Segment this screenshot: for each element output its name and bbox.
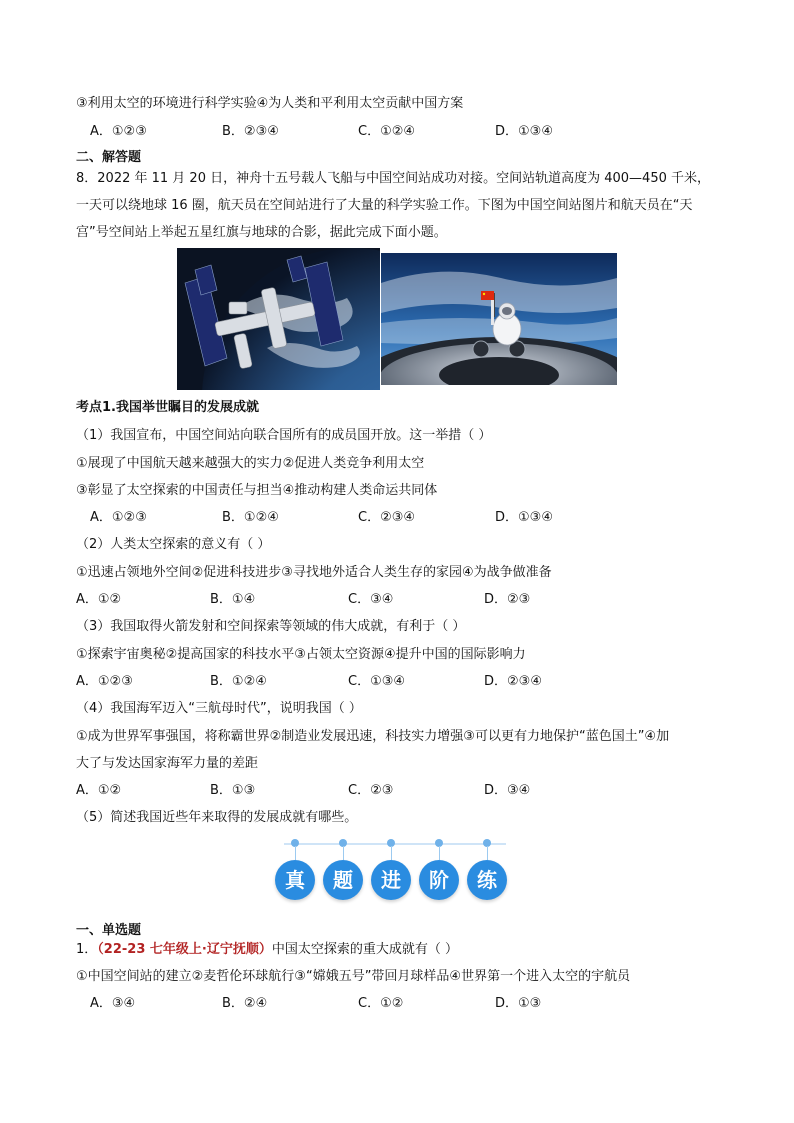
q8-intro-line1: 8．2022 年 11 月 20 日，神舟十五号载人飞船与中国空间站成功对接。空间站轨道高度为 400—450 千米， — [76, 171, 710, 186]
q1-option-c[interactable]: C．①② — [358, 996, 404, 1011]
banner-stem — [343, 846, 344, 860]
q7-option-a[interactable]: A．①②③ — [90, 124, 147, 139]
q7-option-d[interactable]: D．①③④ — [495, 124, 553, 139]
q1-stem: 中国太空探索的重大成就有（ ） — [271, 942, 458, 957]
practice-banner — [270, 838, 520, 908]
sub1-statement-2: ③彰显了太空探索的中国责任与担当④推动构建人类命运共同体 — [76, 483, 438, 498]
sub4-statement-2: 大了与发达国家海军力量的差距 — [76, 756, 259, 771]
space-station-image — [177, 248, 380, 390]
q1-stem-line — [76, 941, 458, 959]
sub1-option-c[interactable]: C．②③④ — [358, 510, 416, 525]
sub4-option-b[interactable]: B．①③ — [210, 783, 256, 798]
banner-char-2: 题 — [323, 860, 363, 900]
sub3-option-a[interactable]: A．①②③ — [76, 674, 133, 689]
banner-char-4: 阶 — [419, 860, 459, 900]
sub3-option-b[interactable]: B．①②④ — [210, 674, 267, 689]
sub1-stem: （1）我国宣布，中国空间站向联合国所有的成员国开放。这一举措（ ） — [76, 428, 492, 443]
q1-option-d[interactable]: D．①③ — [495, 996, 542, 1011]
banner-rail — [284, 843, 506, 845]
sub1-statement-1: ①展现了中国航天越来越强大的实力②促进人类竞争利用太空 — [76, 456, 425, 471]
q7-statement: ③利用太空的环境进行科学实验④为人类和平利用太空贡献中国方案 — [76, 96, 464, 111]
section-title-answer: 二、解答题 — [76, 150, 142, 165]
sub1-option-d[interactable]: D．①③④ — [495, 510, 553, 525]
sub4-option-a[interactable]: A．①② — [76, 783, 122, 798]
q1-source: （22-23 七年级上·辽宁抚顺） — [97, 942, 272, 957]
sub2-option-c[interactable]: C．③④ — [348, 592, 394, 607]
sub4-stem: （4）我国海军迈入“三航母时代”，说明我国（ ） — [76, 701, 362, 716]
banner-stem — [439, 846, 440, 860]
sub2-stem: （2）人类太空探索的意义有（ ） — [76, 537, 271, 552]
q8-intro-line3: 宫”号空间站上举起五星红旗与地球的合影，据此完成下面小题。 — [76, 225, 447, 240]
q7-option-c[interactable]: C．①②④ — [358, 124, 416, 139]
banner-char-3: 进 — [371, 860, 411, 900]
astronaut-flag-image — [381, 253, 617, 385]
sub3-statement-1: ①探索宇宙奥秘②提高国家的科技水平③占领太空资源④提升中国的国际影响力 — [76, 647, 526, 662]
banner-stem — [295, 846, 296, 860]
section-title-single-choice: 一、单选题 — [76, 923, 142, 938]
banner-stem — [487, 846, 488, 860]
sub2-statement-1: ①迅速占领地外空间②促进科技进步③寻找地外适合人类生存的家园④为战争做准备 — [76, 565, 552, 580]
sub4-option-c[interactable]: C．②③ — [348, 783, 394, 798]
banner-char-1: 真 — [275, 860, 315, 900]
sub1-option-a[interactable]: A．①②③ — [90, 510, 147, 525]
sub3-stem: （3）我国取得火箭发射和空间探索等领域的伟大成就，有利于（ ） — [76, 619, 466, 634]
sub2-option-b[interactable]: B．①④ — [210, 592, 256, 607]
q1-statement-1: ①中国空间站的建立②麦哲伦环球航行③“嫦娥五号”带回月球样品④世界第一个进入太空的宇航员 — [76, 969, 631, 984]
banner-char-5: 练 — [467, 860, 507, 900]
sub3-option-c[interactable]: C．①③④ — [348, 674, 406, 689]
sub2-option-d[interactable]: D．②③ — [484, 592, 531, 607]
sub3-option-d[interactable]: D．②③④ — [484, 674, 542, 689]
sub5-stem: （5）简述我国近些年来取得的发展成就有哪些。 — [76, 810, 358, 825]
q1-number: 1． — [76, 942, 98, 957]
q1-option-a[interactable]: A．③④ — [90, 996, 136, 1011]
q7-option-b[interactable]: B．②③④ — [222, 124, 279, 139]
sub1-option-b[interactable]: B．①②④ — [222, 510, 279, 525]
banner-stem — [391, 846, 392, 860]
sub4-statement-1: ①成为世界军事强国，将称霸世界②制造业发展迅速，科技实力增强③可以更有力地保护“蓝色国土”④加 — [76, 729, 670, 744]
topic-heading: 考点1.我国举世瞩目的发展成就 — [76, 400, 259, 415]
sub4-option-d[interactable]: D．③④ — [484, 783, 531, 798]
sub2-option-a[interactable]: A．①② — [76, 592, 122, 607]
q8-intro-line2: 一天可以绕地球 16 圈，航天员在空间站进行了大量的科学实验工作。下图为中国空间站图片和航天员在“天 — [76, 198, 693, 213]
q1-option-b[interactable]: B．②④ — [222, 996, 268, 1011]
